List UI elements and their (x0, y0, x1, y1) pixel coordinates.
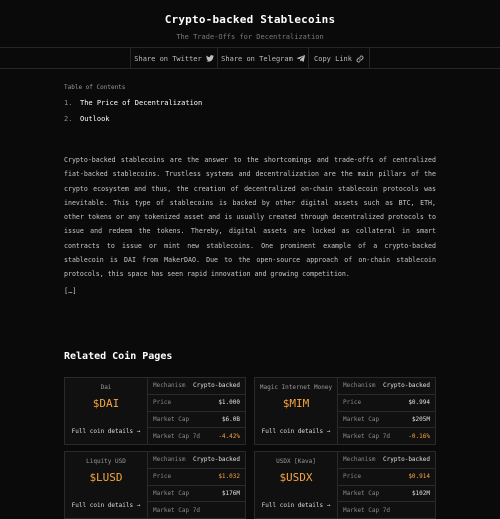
copy-link-button[interactable] (308, 48, 370, 69)
share-twitter-button[interactable] (130, 48, 217, 69)
coin-name: Dai (100, 384, 112, 391)
telegram-icon (297, 55, 305, 62)
toc-item-price-of-decentralization[interactable]: 1. The Price of Decentralization (64, 99, 203, 107)
link-icon (356, 55, 364, 63)
coin-card-lusd (64, 451, 246, 519)
coin-name: Magic Internet Money (259, 384, 333, 391)
stat-row: Price $0.994 (338, 395, 435, 412)
coin-ticker: $USDX (279, 471, 313, 484)
twitter-icon (206, 55, 214, 62)
stat-row: Price $0.914 (338, 469, 435, 486)
related-coins-title: Related Coin Pages (64, 351, 173, 362)
toc-title: Table of Contents (64, 84, 126, 91)
stat-row: Market Cap 7d (153, 506, 200, 514)
stat-row: Market Cap $6.0B (148, 412, 245, 429)
stat-row: Market Cap 7d -4.42% (153, 432, 240, 440)
coin-ticker: $MIM (282, 397, 310, 410)
full-coin-details-link[interactable]: Full coin details → (71, 502, 141, 509)
coin-name: Liquity USD (86, 458, 126, 465)
stat-row: Market Cap $205M (338, 412, 435, 429)
share-twitter-label: Share on Twitter (134, 54, 202, 63)
coin-ticker: $DAI (92, 397, 120, 410)
full-coin-details-link[interactable]: Full coin details → (71, 428, 141, 435)
stat-row: Market Cap $176M (148, 486, 245, 503)
stat-row: Mechanism Crypto-backed (338, 378, 435, 395)
share-telegram-label: Share on Telegram (221, 54, 293, 63)
coin-card-mim (254, 377, 436, 445)
stat-row: Market Cap 7d (343, 506, 390, 514)
share-telegram-button[interactable] (217, 48, 308, 69)
page-subtitle: The Trade-Offs for Decentralization (176, 33, 324, 41)
full-coin-details-link[interactable]: Full coin details → (261, 428, 331, 435)
copy-link-label: Copy Link (314, 54, 352, 63)
coin-ticker: $LUSD (89, 471, 123, 484)
stat-row: Mechanism Crypto-backed (148, 378, 245, 395)
stat-row: Market Cap 7d -0.16% (343, 432, 430, 440)
stat-row: Market Cap $102M (338, 486, 435, 503)
page-header (0, 0, 500, 48)
stat-row: Price $1.000 (148, 395, 245, 412)
stat-row: Price $1.032 (148, 469, 245, 486)
coin-name: USDX [Kava] (276, 458, 316, 465)
coin-card-dai (64, 377, 246, 445)
full-coin-details-link[interactable]: Full coin details → (261, 502, 331, 509)
article-ellipsis: […] (64, 287, 77, 295)
share-bar (0, 48, 500, 69)
table-of-contents (64, 84, 436, 123)
stat-row: Mechanism Crypto-backed (338, 452, 435, 469)
article-paragraph: Crypto-backed stablecoins are the answer to the shortcomings and trade-offs of centralized fiat-backed stablecoins. Trustless systems and decentralization are the main pillars of the crypto ecosystem and thus, the creation of decentralized on-chain stablecoin protocols was inevitable. This type of stablecoins is backed by other digital assets such as BTC, ETH, other tokens or any tokenized asset and is usually created through decentralized protocols to issue and redeem the tokens. Thereby, digital assets are locked as collateral in smart contracts to issue or mint new stablecoins. One prominent example of a crypto-backed stablecoin is DAI from MakerDAO. Due to the open-source approach of on-chain stablecoin protocols, this space has seen rapid innovation and growing competition. (64, 156, 436, 279)
coin-card-usdx (254, 451, 436, 519)
toc-item-outlook[interactable]: 2. Outlook (64, 115, 110, 123)
page-title: Crypto-backed Stablecoins (164, 13, 336, 26)
stat-row: Mechanism Crypto-backed (148, 452, 245, 469)
